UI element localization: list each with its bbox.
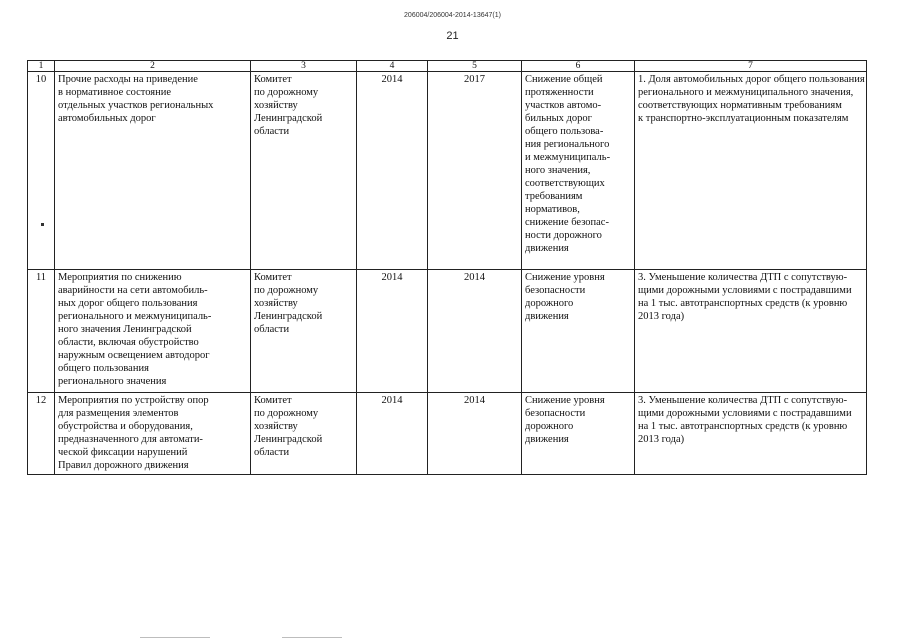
cell-line: нормативов, — [525, 204, 580, 215]
cell-line: Мероприятия по устройству опор — [58, 395, 209, 406]
cell-line: для размещения элементов — [58, 408, 179, 419]
cell-line: движения — [525, 311, 569, 322]
cell-line: хозяйству — [254, 100, 298, 111]
cell-line: общего пользова- — [525, 126, 604, 137]
column-header: 3 — [251, 61, 357, 72]
cell-line: на 1 тыс. автотранспортных средств (к уровню — [638, 298, 848, 309]
activity-name-cell — [55, 270, 251, 393]
cell-line: области — [254, 324, 290, 335]
cell-line: наружным освещением автодорог — [58, 350, 210, 361]
column-header: 1 — [28, 61, 55, 72]
cell-line: участков автомо- — [525, 100, 602, 111]
cell-line: и межмуниципаль- — [525, 152, 611, 163]
scan-artifact-line — [140, 637, 210, 638]
cell-line: Ленинградской — [254, 434, 323, 445]
cell-line: Ленинградской — [254, 113, 323, 124]
activity-name-cell — [55, 393, 251, 475]
cell-line: ности дорожного — [525, 230, 602, 241]
cell-line: Мероприятия по снижению — [58, 272, 182, 283]
column-header: 5 — [428, 61, 522, 72]
cell-line: обустройства и оборудования, — [58, 421, 193, 432]
cell-line: Комитет — [254, 395, 292, 406]
cell-line: на 1 тыс. автотранспортных средств (к уровню — [638, 421, 848, 432]
start-year-cell: 2014 — [357, 393, 428, 475]
column-header: 4 — [357, 61, 428, 72]
expected-result-cell — [522, 72, 635, 270]
cell-line: области — [254, 126, 290, 137]
indicator-cell — [635, 393, 867, 475]
cell-line: хозяйству — [254, 298, 298, 309]
cell-line: Комитет — [254, 272, 292, 283]
cell-line: ного значения Ленинградской — [58, 324, 192, 335]
document-id: 206004/206004-2014-13647(1) — [404, 12, 501, 19]
cell-line: безопасности — [525, 285, 586, 296]
cell-line: Снижение уровня — [525, 395, 605, 406]
indicator-cell — [635, 72, 867, 270]
cell-line: 1. Доля автомобильных дорог общего пользования — [638, 74, 865, 85]
row-number-cell: 12 — [28, 393, 55, 475]
table-row — [28, 72, 867, 270]
cell-line: ного значения, — [525, 165, 591, 176]
row-number-cell: 10 — [28, 72, 55, 270]
cell-line: движения — [525, 243, 569, 254]
page-number: 21 — [446, 30, 459, 42]
cell-line: ния регионального — [525, 139, 610, 150]
cell-line: предназначенного для автомати- — [58, 434, 203, 445]
cell-line: движения — [525, 434, 569, 445]
header-row — [28, 61, 867, 72]
end-year-cell: 2014 — [428, 393, 522, 475]
cell-line: регионального и межмуниципаль- — [58, 311, 212, 322]
cell-line: Комитет — [254, 74, 292, 85]
cell-line: дорожного — [525, 298, 574, 309]
cell-line: Снижение уровня — [525, 272, 605, 283]
end-year-cell: 2017 — [428, 72, 522, 270]
expected-result-cell — [522, 393, 635, 475]
cell-line: хозяйству — [254, 421, 298, 432]
cell-line: соответствующих нормативным требованиям — [638, 100, 842, 111]
table-row — [28, 270, 867, 393]
cell-line: 3. Уменьшение количества ДТП с сопутствую- — [638, 272, 848, 283]
cell-line: регионального и межмуниципального значения, — [638, 87, 854, 98]
cell-line: Снижение общей — [525, 74, 603, 85]
executor-cell — [251, 393, 357, 475]
end-year-cell: 2014 — [428, 270, 522, 393]
column-header: 6 — [522, 61, 635, 72]
program-table — [27, 60, 867, 475]
cell-line: соответствующих — [525, 178, 605, 189]
cell-line: ных дорог общего пользования — [58, 298, 198, 309]
executor-cell — [251, 72, 357, 270]
cell-line: безопасности — [525, 408, 586, 419]
cell-line: щими дорожными условиями с пострадавшими — [638, 285, 852, 296]
cell-line: ческой фиксации нарушений — [58, 447, 188, 458]
cell-line: дорожного — [525, 421, 574, 432]
cell-line: аварийности на сети автомобиль- — [58, 285, 208, 296]
cell-line: щими дорожными условиями с пострадавшими — [638, 408, 852, 419]
table-row — [28, 393, 867, 475]
column-header: 7 — [635, 61, 867, 72]
cell-line: Прочие расходы на приведение — [58, 74, 198, 85]
start-year-cell: 2014 — [357, 270, 428, 393]
cell-line: автомобильных дорог — [58, 113, 156, 124]
cell-line: 2013 года) — [638, 311, 685, 322]
executor-cell — [251, 270, 357, 393]
cell-line: области — [254, 447, 290, 458]
scan-artifact-mark — [41, 223, 44, 226]
activity-name-cell — [55, 72, 251, 270]
cell-line: Правил дорожного движения — [58, 460, 189, 471]
cell-line: общего пользования — [58, 363, 149, 374]
cell-line: отдельных участков региональных — [58, 100, 214, 111]
cell-line: по дорожному — [254, 285, 319, 296]
column-header: 2 — [55, 61, 251, 72]
expected-result-cell — [522, 270, 635, 393]
cell-line: в нормативное состояние — [58, 87, 172, 98]
cell-line: 3. Уменьшение количества ДТП с сопутствую- — [638, 395, 848, 406]
cell-line: по дорожному — [254, 408, 319, 419]
cell-line: 2013 года) — [638, 434, 685, 445]
indicator-cell — [635, 270, 867, 393]
cell-line: снижение безопас- — [525, 217, 609, 228]
cell-line: бильных дорог — [525, 113, 592, 124]
cell-line: протяженности — [525, 87, 594, 98]
cell-line: Ленинградской — [254, 311, 323, 322]
row-number-cell: 11 — [28, 270, 55, 393]
cell-line: к транспортно-эксплуатационным показателям — [638, 113, 849, 124]
cell-line: области, включая обустройство — [58, 337, 199, 348]
cell-line: требованиям — [525, 191, 583, 202]
cell-line: регионального значения — [58, 376, 167, 387]
start-year-cell: 2014 — [357, 72, 428, 270]
cell-line: по дорожному — [254, 87, 319, 98]
scan-artifact-line — [282, 637, 342, 638]
